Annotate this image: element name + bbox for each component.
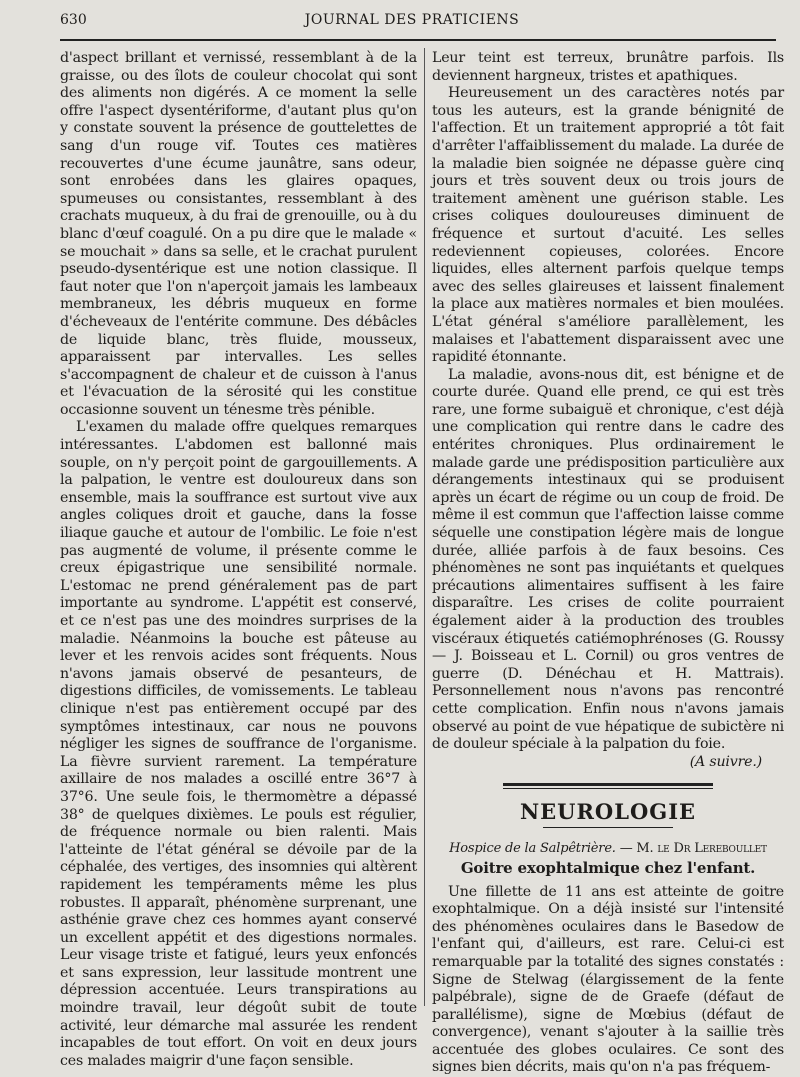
a-suivre-note: (A suivre.) bbox=[689, 753, 762, 770]
case-title: Goitre exophtalmique chez l'enfant. bbox=[460, 858, 756, 877]
header-rule bbox=[60, 39, 776, 41]
right-paragraph-3: La maladie, avons-nous dit, est bénigne et de courte durée. Quand elle prend, ce qui est très rare, une forme subaiguë et chronique, c'est déjà une complication qui rentre dans le cadre des entérites chroniques. Plus ordinairement le malade garde une prédisposition particulière aux dérangements intestinaux qui se produisent après un écart de régime ou un coup de froid. De même il est commun que l'affection laisse comme séquelle une constipation légère mais de longue durée, alliée parfois à de faux besoins. Ces phénomènes ne sont pas inquiétants et quelques précautions alimentaires suffisent à les faire disparaître. Les crises de colite pourraient également aider à la production des troubles viscéraux étiquetés catiémophrénoses (G. Roussy — J. Boisseau et L. Cornil) ou gros ventres de guerre (D. Dénéchau et H. Mattrais). Personnellement nous n'avons pas rencontré cette complication. Enfin nous n'avons jamais observé au point de vue hépatique de subictère ni de douleur spéciale à la palpation du foie. bbox=[432, 366, 784, 753]
byline-hospice: Hospice de la Salpêtrière. bbox=[449, 841, 616, 857]
byline bbox=[432, 840, 784, 858]
left-paragraph-2: L'examen du malade offre quelques remarques intéressantes. L'abdomen est ballonné mais souple, on n'y perçoit point de gargouillements. A la palpation, le ventre est douloureux dans son ensemble, mais la souffrance est surtout vive aux angles coliques droit et gauche, dans la fosse iliaque gauche et autour de l'ombilic. Le foie n'est pas augmenté de volume, il présente comme le creux épigastrique une sensibilité normale. L'estomac ne prend généralement pas de part importante au syndrome. L'appétit est conservé, et ce n'est pas une des moindres surprises de la maladie. Néanmoins la bouche est pâteuse au lever et les renvois acides sont fréquents. Nous n'avons jamais observé de pesanteurs, de digestions difficiles, de vomissements. Le tableau clinique n'est pas entièrement occupé par des symptômes intestinaux, car nous ne pouvons négliger les signes de souffrance de l'organisme. La fièvre survient rarement. La température axillaire de nos malades a oscillé entre 36°7 à 37°6. Une seule fois, le thermomètre a dépassé 38° de quelques dixièmes. Le pouls est régulier, de fréquence normale ou bien ralenti. Mais l'atteinte de l'état général se dévoile par de la céphalée, des vertiges, des insomnies qui altèrent rapidement les tempéraments même les plus robustes. Il apparaît, phénomène surprenant, une asthénie grave chez ces hommes ayant conservé un excellent appétit et des digestions normales. Leur visage triste et fatigué, leurs yeux enfoncés et sans expression, leur lassitude montrent une dépression accentuée. Leurs transpirations au moindre travail, leur dégoût subit de toute activité, leur démarche mal assurée les rendent incapables de tout effort. On voit en deux jours ces malades maigrir d'une façon sensible. bbox=[60, 419, 417, 1069]
left-column bbox=[60, 50, 417, 1069]
page-header bbox=[60, 12, 764, 34]
left-paragraph-1: d'aspect brillant et vernissé, ressemblant à de la graisse, ou des îlots de couleur chocolat qui sont des aliments non digérés. A ce moment la selle offre l'aspect dysentériforme, d'autant plus qu'on y constate souvent la présence de gouttelettes de sang d'un rouge vif. Toutes ces matières recouvertes d'une écume jaunâtre, sans odeur, sont enrobées dans les glaires opaques, spumeuses ou consistantes, ressemblant à des crachats muqueux, à du frai de grenouille, ou à du blanc d'œuf coagulé. On a pu dire que le malade « se mouchait » dans sa selle, et le crachat purulent pseudo-dysentérique est une notion classique. Il faut noter que l'on n'aperçoit jamais les lambeaux membraneux, les débris muqueux en forme d'écheveaux de l'entérite commune. Des débâcles de liquide blanc, très fluide, mousseux, apparaissent par intervalles. Les selles s'accompagnent de chaleur et de cuisson à l'anus et l'évacuation de la sérosité qui les constitue occasionne souvent un ténesme très pénible. bbox=[60, 50, 417, 418]
byline-doctor: — M. le Dr Lereboullet bbox=[619, 841, 767, 857]
right-paragraph-4: Une fillette de 11 ans est atteinte de goitre exophtalmique. On a déjà insisté sur l'intensité des phénomènes oculaires dans le Basedow de l'enfant qui, d'ailleurs, est rare. Celui-ci est remarquable par la totalité des signes constatés : Signe de Stelwag (élargissement de la fente palpébrale), signe de de Graefe (défaut de parallélisme), signe de Mœbius (défaut de convergence), venant s'ajouter à la saillie très accentuée des globes oculaires. Ce sont des signes bien décrits, mais qu'on n'a pas fréquem- bbox=[432, 883, 784, 1076]
column-divider bbox=[424, 48, 425, 1006]
right-column bbox=[432, 50, 784, 1076]
section-underline bbox=[543, 827, 673, 828]
section-rule bbox=[503, 783, 713, 789]
section-title: NEUROLOGIE bbox=[519, 799, 697, 825]
page-number: 630 bbox=[60, 12, 87, 28]
journal-title: JOURNAL DES PRATICIENS bbox=[304, 12, 520, 28]
right-paragraph-1: Leur teint est terreux, brunâtre parfois. Ils deviennent hargneux, tristes et apathiques. bbox=[432, 50, 784, 84]
right-paragraph-2: Heureusement un des caractères notés par tous les auteurs, est la grande bénignité de l'affection. Et un traitement approprié a tôt fait d'arrêter l'affaiblissement du malade. La durée de la maladie bien soignée ne dépasse guère cinq jours et très souvent deux ou trois jours de traitement amènent une guérison stable. Les crises coliques douloureuses diminuent de fréquence et surtout d'acuité. Les selles redeviennent copieuses, colorées. Encore liquides, elles alternent parfois quelque temps avec des selles glaireuses et laissent finalement la place aux matières normales et bien moulées. L'état général s'améliore parallèlement, les malaises et l'abattement disparaissent avec une rapidité étonnante. bbox=[432, 85, 784, 366]
